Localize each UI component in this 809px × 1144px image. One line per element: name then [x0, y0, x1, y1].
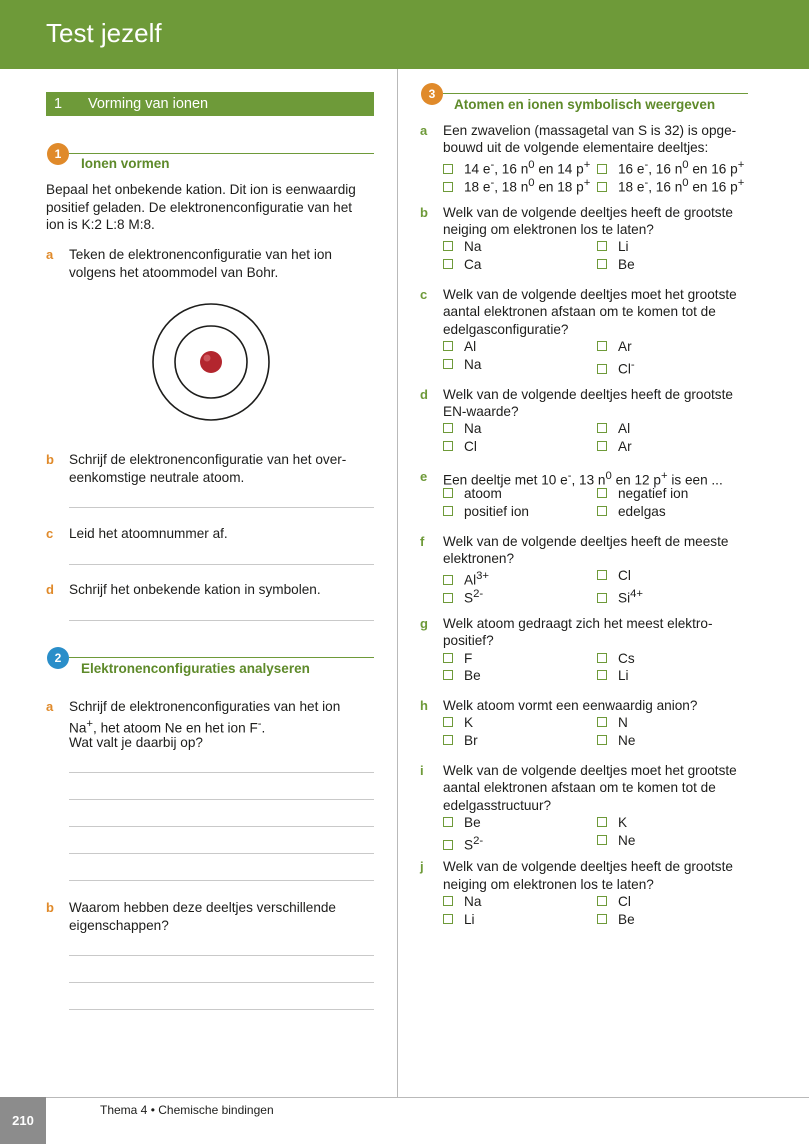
- exercise-3f-line-2: elektronen?: [443, 551, 515, 566]
- answer-line[interactable]: [69, 982, 374, 983]
- checkbox[interactable]: [597, 817, 607, 827]
- exercise-1c-text: Leid het atoomnummer af.: [69, 526, 228, 541]
- charge-plus: +: [86, 718, 94, 730]
- superscript: 4+: [630, 588, 644, 600]
- option-3d-2[interactable]: [597, 420, 630, 438]
- exercise-1a-line-1: Teken de elektronenconfiguratie van het ion: [69, 247, 332, 262]
- option-text: Na: [464, 894, 482, 909]
- checkbox[interactable]: [597, 570, 607, 580]
- option-text: Cl: [618, 568, 631, 583]
- superscript: +: [737, 177, 745, 189]
- option-text: S: [464, 837, 474, 853]
- checkbox[interactable]: [597, 653, 607, 663]
- answer-line[interactable]: [69, 620, 374, 621]
- option-text: en 14 p: [534, 161, 584, 177]
- option-text: en 16 p: [688, 161, 738, 177]
- checkbox[interactable]: [597, 593, 607, 603]
- exercise-3f-line-1: Welk van de volgende deeltjes heeft de meeste: [443, 534, 729, 549]
- option-text: , 16 n: [648, 179, 683, 195]
- exercise-1b-line-1: Schrijf de elektronenconfiguratie van het over-: [69, 452, 347, 467]
- option-3h-2[interactable]: [597, 714, 628, 732]
- exercise-1d-letter: d: [46, 582, 54, 597]
- option-text: N: [618, 715, 628, 730]
- exercise-3c-line-1: Welk van de volgende deeltjes moet het grootste: [443, 287, 737, 302]
- superscript: 3+: [476, 570, 490, 582]
- checkbox[interactable]: [443, 575, 453, 585]
- option-3h-1[interactable]: [443, 714, 473, 732]
- checkbox[interactable]: [597, 164, 607, 174]
- superscript: 2-: [473, 835, 484, 847]
- exercise-1-intro-line-1: Bepaal het onbekende kation. Dit ion is eenwaardig: [46, 182, 356, 197]
- checkbox[interactable]: [597, 914, 607, 924]
- option-3i-4[interactable]: [597, 832, 635, 850]
- exercise-2b-line-2: eigenschappen?: [69, 918, 169, 933]
- page-header: [0, 0, 809, 69]
- checkbox[interactable]: [597, 341, 607, 351]
- checkbox[interactable]: [443, 164, 453, 174]
- checkbox[interactable]: [443, 670, 453, 680]
- superscript: -: [490, 159, 495, 171]
- footer-chapter-text: Thema 4 • Chemische bindingen: [100, 1103, 274, 1117]
- option-3a-4[interactable]: [597, 174, 745, 195]
- exercise-3g-line-2: positief?: [443, 633, 494, 648]
- superscript: 0: [682, 177, 689, 189]
- option-text: K: [464, 715, 474, 730]
- exercise-3i-line-1: Welk van de volgende deeltjes moet het grootste: [443, 763, 737, 778]
- superscript: -: [644, 159, 649, 171]
- exercise-3b-letter: b: [420, 205, 428, 220]
- option-3b-3[interactable]: [443, 256, 481, 274]
- option-text: Na: [464, 357, 482, 372]
- option-text: Ca: [464, 257, 482, 272]
- charge-minus: -: [257, 718, 262, 730]
- checkbox[interactable]: [597, 735, 607, 745]
- option-text: 14 e: [464, 161, 491, 177]
- superscript: 0: [605, 470, 612, 482]
- option-text: atoom: [464, 486, 502, 501]
- option-3b-2[interactable]: [597, 238, 629, 256]
- superscript: -: [630, 359, 635, 371]
- superscript: 0: [528, 177, 535, 189]
- option-3e-3[interactable]: [443, 503, 529, 521]
- page-number: 210: [12, 1113, 34, 1128]
- option-text: Li: [618, 239, 629, 254]
- exercise-3-title: Atomen en ionen symbolisch weergeven: [454, 97, 716, 112]
- section-heading: [46, 92, 374, 116]
- option-text: , 18 n: [494, 179, 529, 195]
- column-divider: [397, 69, 398, 1097]
- option-3g-1[interactable]: [443, 650, 472, 668]
- option-3a-3[interactable]: [443, 174, 591, 195]
- exercise-1-title: Ionen vormen: [81, 156, 170, 171]
- exercise-2a-letter: a: [46, 699, 54, 714]
- exercise-3a-line-1: Een zwavelion (massagetal van S is 32) is opge-: [443, 123, 737, 138]
- option-3f-4[interactable]: [597, 585, 644, 606]
- superscript: 0: [682, 159, 689, 171]
- option-3g-3[interactable]: [443, 667, 481, 685]
- option-3c-4[interactable]: [597, 356, 635, 377]
- checkbox[interactable]: [597, 896, 607, 906]
- checkbox[interactable]: [443, 341, 453, 351]
- checkbox[interactable]: [443, 359, 453, 369]
- checkbox[interactable]: [597, 259, 607, 269]
- option-3c-2[interactable]: [597, 338, 632, 356]
- answer-line[interactable]: [69, 955, 374, 956]
- option-text: Cl: [618, 894, 631, 909]
- option-3g-2[interactable]: [597, 650, 635, 668]
- option-text: 18 e: [618, 179, 645, 195]
- text-fragment: .: [261, 720, 266, 736]
- checkbox[interactable]: [443, 817, 453, 827]
- option-3e-2[interactable]: [597, 485, 688, 503]
- superscript: -: [567, 470, 572, 482]
- option-3b-1[interactable]: [443, 238, 481, 256]
- exercise-3i-letter: i: [420, 763, 424, 778]
- option-3g-4[interactable]: [597, 667, 629, 685]
- option-3b-4[interactable]: [597, 256, 635, 274]
- exercise-1-badge: 1: [47, 143, 69, 165]
- checkbox[interactable]: [443, 896, 453, 906]
- option-text: F: [464, 651, 473, 666]
- exercise-1-rule: [69, 153, 374, 154]
- exercise-2b-letter: b: [46, 900, 54, 915]
- checkbox[interactable]: [443, 593, 453, 603]
- option-3c-1[interactable]: [443, 338, 476, 356]
- section-number: 1: [54, 96, 63, 112]
- text-fragment: is een ...: [667, 472, 723, 488]
- exercise-3a-letter: a: [420, 123, 428, 138]
- checkbox[interactable]: [443, 441, 453, 451]
- exercise-3j-line-2: neiging om elektronen los te laten?: [443, 877, 654, 892]
- checkbox[interactable]: [597, 441, 607, 451]
- option-text: Ne: [618, 733, 636, 748]
- exercise-3d-line-2: EN-waarde?: [443, 404, 519, 419]
- exercise-3f-letter: f: [420, 534, 425, 549]
- option-3d-3[interactable]: [443, 438, 477, 456]
- text-fragment: , 13 n: [571, 472, 606, 488]
- exercise-3j-letter: j: [420, 859, 424, 874]
- checkbox[interactable]: [443, 735, 453, 745]
- exercise-3b-line-1: Welk van de volgende deeltjes heeft de grootste: [443, 205, 733, 220]
- option-3d-1[interactable]: [443, 420, 481, 438]
- nucleus-highlight: [204, 355, 211, 362]
- exercise-3d-letter: d: [420, 387, 428, 402]
- option-text: positief ion: [464, 504, 529, 519]
- option-text: 18 e: [464, 179, 491, 195]
- superscript: 0: [528, 159, 535, 171]
- checkbox[interactable]: [597, 506, 607, 516]
- exercise-3-rule: [443, 93, 748, 94]
- superscript: +: [583, 159, 591, 171]
- nucleus: [200, 351, 222, 373]
- option-3f-1[interactable]: [443, 567, 490, 588]
- checkbox[interactable]: [443, 840, 453, 850]
- option-text: Na: [464, 421, 482, 436]
- exercise-3g-line-1: Welk atoom gedraagt zich het meest elektro-: [443, 616, 713, 631]
- option-3h-4[interactable]: [597, 732, 635, 750]
- exercise-3-badge: 3: [421, 83, 443, 105]
- answer-line[interactable]: [69, 1009, 374, 1010]
- option-text: edelgas: [618, 504, 666, 519]
- option-text: Li: [464, 912, 475, 927]
- exercise-2-rule: [69, 657, 374, 658]
- exercise-2-badge: 2: [47, 647, 69, 669]
- option-3e-4[interactable]: [597, 503, 666, 521]
- section-title: Vorming van ionen: [88, 96, 209, 112]
- option-text: S: [464, 590, 474, 606]
- option-3e-1[interactable]: [443, 485, 502, 503]
- option-text: Al: [464, 339, 477, 354]
- exercise-2-title: Elektronenconfiguraties analyseren: [81, 661, 310, 676]
- text-fragment: Een deeltje met 10 e: [443, 472, 568, 488]
- option-3a-1[interactable]: [443, 156, 591, 177]
- checkbox[interactable]: [443, 653, 453, 663]
- option-text: Be: [464, 668, 481, 683]
- option-text: Cl: [618, 361, 631, 377]
- exercise-1b-line-2: eenkomstige neutrale atoom.: [69, 470, 245, 485]
- answer-line[interactable]: [69, 826, 374, 827]
- exercise-3c-letter: c: [420, 287, 428, 302]
- option-text: Be: [618, 912, 635, 927]
- option-text: Na: [464, 239, 482, 254]
- option-text: Cs: [618, 651, 635, 666]
- checkbox[interactable]: [443, 259, 453, 269]
- superscript: -: [490, 177, 495, 189]
- option-text: Al: [618, 421, 631, 436]
- option-text: , 16 n: [494, 161, 529, 177]
- page-number-box: [0, 1097, 46, 1144]
- option-3f-2[interactable]: [597, 567, 631, 585]
- exercise-3c-line-3: edelgasconfiguratie?: [443, 322, 569, 337]
- checkbox[interactable]: [597, 488, 607, 498]
- checkbox[interactable]: [597, 670, 607, 680]
- option-3c-3[interactable]: [443, 356, 481, 374]
- option-text: Si: [618, 590, 631, 606]
- exercise-1-intro-line-3: ion is K:2 L:8 M:8.: [46, 217, 155, 232]
- checkbox[interactable]: [443, 914, 453, 924]
- answer-line[interactable]: [69, 507, 374, 508]
- superscript: 2-: [473, 588, 484, 600]
- text-fragment: , het atoom Ne en het ion F: [93, 720, 258, 736]
- option-text: Ar: [618, 439, 632, 454]
- option-text: Be: [618, 257, 635, 272]
- bohr-model-diagram: [151, 302, 271, 422]
- option-3f-3[interactable]: [443, 585, 484, 606]
- option-text: K: [618, 815, 628, 830]
- exercise-3a-line-2: bouwd uit de volgende elementaire deeltjes:: [443, 140, 709, 155]
- exercise-1a-letter: a: [46, 247, 54, 262]
- checkbox[interactable]: [443, 182, 453, 192]
- exercise-3h-line-1: Welk atoom vormt een eenwaardig anion?: [443, 698, 698, 713]
- answer-line[interactable]: [69, 564, 374, 565]
- exercise-3b-line-2: neiging om elektronen los te laten?: [443, 222, 654, 237]
- option-3j-3[interactable]: [443, 911, 475, 929]
- option-text: Cl: [464, 439, 477, 454]
- exercise-2b-line-1: Waarom hebben deze deeltjes verschillende: [69, 900, 336, 915]
- text-fragment: en 12 p: [611, 472, 661, 488]
- option-3h-3[interactable]: [443, 732, 478, 750]
- answer-line[interactable]: [69, 772, 374, 773]
- option-text: Br: [464, 733, 478, 748]
- checkbox[interactable]: [597, 423, 607, 433]
- option-text: Be: [464, 815, 481, 830]
- option-text: Al: [464, 572, 477, 588]
- option-text: , 16 n: [648, 161, 683, 177]
- exercise-3i-line-3: edelgasstructuur?: [443, 798, 552, 813]
- checkbox[interactable]: [597, 364, 607, 374]
- exercise-1d-text: Schrijf het onbekende kation in symbolen.: [69, 582, 321, 597]
- exercise-3e-letter: e: [420, 469, 428, 484]
- option-text: Li: [618, 668, 629, 683]
- answer-line[interactable]: [69, 880, 374, 881]
- exercise-3j-line-1: Welk van de volgende deeltjes heeft de grootste: [443, 859, 733, 874]
- checkbox[interactable]: [597, 717, 607, 727]
- superscript: -: [644, 177, 649, 189]
- exercise-3g-letter: g: [420, 616, 428, 631]
- checkbox[interactable]: [443, 506, 453, 516]
- exercise-3c-line-2: aantal elektronen afstaan om te komen tot de: [443, 304, 716, 319]
- exercise-1-intro-line-2: positief geladen. De elektronenconfiguratie van het: [46, 200, 353, 215]
- option-text: Ne: [618, 833, 636, 848]
- option-text: en 18 p: [534, 179, 584, 195]
- option-3j-1[interactable]: [443, 893, 481, 911]
- checkbox[interactable]: [443, 241, 453, 251]
- checkbox[interactable]: [443, 488, 453, 498]
- superscript: +: [737, 159, 745, 171]
- checkbox[interactable]: [443, 717, 453, 727]
- option-3j-4[interactable]: [597, 911, 635, 929]
- option-text: en 16 p: [688, 179, 738, 195]
- exercise-3i-line-2: aantal elektronen afstaan om te komen tot de: [443, 780, 716, 795]
- superscript: +: [660, 470, 668, 482]
- option-text: 16 e: [618, 161, 645, 177]
- exercise-1b-letter: b: [46, 452, 54, 467]
- option-3j-2[interactable]: [597, 893, 631, 911]
- exercise-3h-letter: h: [420, 698, 428, 713]
- exercise-2a-line-3: Wat valt je daarbij op?: [69, 735, 203, 750]
- exercise-1a-line-2: volgens het atoommodel van Bohr.: [69, 265, 279, 280]
- option-3i-3[interactable]: [443, 832, 484, 853]
- exercise-3d-line-1: Welk van de volgende deeltjes heeft de grootste: [443, 387, 733, 402]
- option-text: Ar: [618, 339, 632, 354]
- option-3i-2[interactable]: [597, 814, 627, 832]
- option-text: negatief ion: [618, 486, 689, 501]
- footer-rule: [46, 1097, 809, 1098]
- checkbox[interactable]: [597, 241, 607, 251]
- checkbox[interactable]: [597, 835, 607, 845]
- exercise-1c-letter: c: [46, 526, 54, 541]
- answer-line[interactable]: [69, 799, 374, 800]
- ion-na: Na: [69, 720, 87, 736]
- option-3i-1[interactable]: [443, 814, 481, 832]
- superscript: +: [583, 177, 591, 189]
- page-title: Test jezelf: [46, 18, 162, 48]
- option-3a-2[interactable]: [597, 156, 745, 177]
- answer-line[interactable]: [69, 853, 374, 854]
- checkbox[interactable]: [597, 182, 607, 192]
- exercise-2a-line-1: Schrijf de elektronenconfiguraties van het ion: [69, 699, 341, 714]
- option-3d-4[interactable]: [597, 438, 632, 456]
- checkbox[interactable]: [443, 423, 453, 433]
